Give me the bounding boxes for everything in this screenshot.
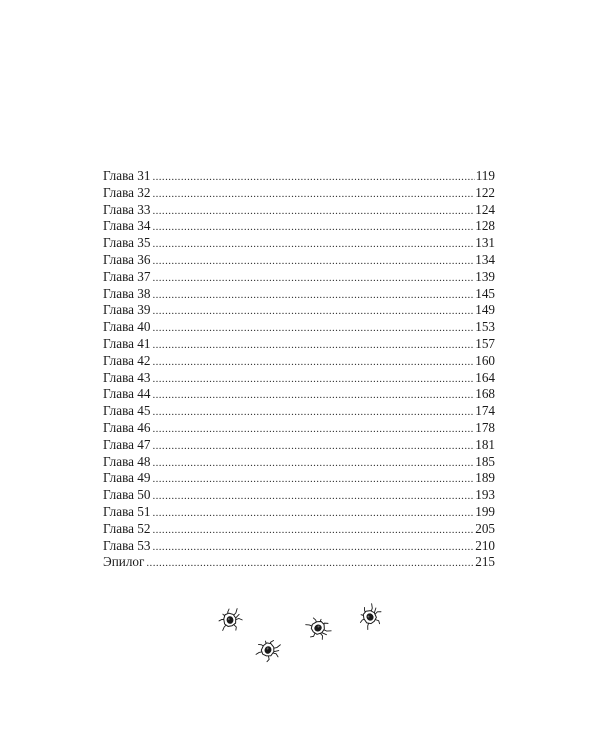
toc-entry[interactable] [103,504,495,521]
dot-leader [152,320,474,337]
toc-entry[interactable] [103,521,495,538]
toc-entry-page: 145 [475,285,495,301]
dot-leader [152,421,474,438]
toc-entry-page: 210 [475,537,495,553]
dot-leader [152,438,474,455]
toc-entry-page: 199 [475,503,495,519]
toc-entry-title: Глава 36 [103,251,151,267]
toc-entry-page: 215 [475,554,495,570]
toc-entry-page: 122 [475,184,495,200]
dot-leader [152,203,474,220]
toc-entry-title: Глава 52 [103,520,151,536]
toc-entry-page: 128 [475,218,495,234]
toc-entry-page: 168 [475,386,495,402]
toc-entry-page: 124 [475,201,495,217]
toc-entry[interactable] [103,168,495,185]
toc-entry-title: Глава 49 [103,470,151,486]
toc-entry-title: Глава 45 [103,403,151,419]
bullet-hole-icon [217,607,243,633]
toc-entry-title: Глава 43 [103,369,151,385]
dot-leader [146,555,474,572]
toc-entry[interactable] [103,554,495,571]
toc-entry-page: 185 [475,453,495,469]
toc-entry[interactable] [103,269,495,286]
toc-entry[interactable] [103,538,495,555]
dot-leader [152,539,474,556]
dot-leader [152,287,474,304]
dot-leader [152,471,474,488]
dot-leader [152,219,474,236]
toc-entry[interactable] [103,185,495,202]
table-of-contents [103,168,495,571]
dot-leader [152,253,474,270]
toc-entry[interactable] [103,286,495,303]
toc-entry-page: 134 [475,251,495,267]
toc-entry-title: Глава 38 [103,285,151,301]
toc-entry-page: 149 [475,302,495,318]
dot-leader [152,455,474,472]
dot-leader [152,169,474,186]
toc-entry-title: Глава 47 [103,436,151,452]
bullet-hole-icon [253,635,283,665]
toc-entry-page: 153 [475,319,495,335]
dot-leader [152,354,474,371]
dot-leader [152,404,474,421]
toc-entry[interactable] [103,202,495,219]
dot-leader [152,371,474,388]
toc-entry-title: Глава 53 [103,537,151,553]
bullet-hole-icon [355,601,386,632]
toc-entry[interactable] [103,336,495,353]
dot-leader [152,488,474,505]
toc-entry[interactable] [103,487,495,504]
toc-entry-title: Глава 46 [103,419,151,435]
toc-entry-title: Глава 37 [103,268,151,284]
toc-entry[interactable] [103,218,495,235]
dot-leader [152,270,474,287]
toc-entry[interactable] [103,252,495,269]
toc-entry-page: 189 [475,470,495,486]
toc-entry-title: Глава 50 [103,487,151,503]
toc-entry-page: 178 [475,419,495,435]
dot-leader [152,186,474,203]
toc-entry-title: Глава 42 [103,352,151,368]
dot-leader [152,505,474,522]
toc-entry-page: 131 [475,235,495,251]
toc-entry-page: 174 [475,403,495,419]
toc-entry-title: Глава 44 [103,386,151,402]
toc-entry-title: Глава 51 [103,503,151,519]
dot-leader [152,337,474,354]
toc-entry-title: Эпилог [103,554,145,570]
toc-entry[interactable] [103,235,495,252]
toc-entry-title: Глава 32 [103,184,151,200]
dot-leader [152,522,474,539]
toc-entry-title: Глава 48 [103,453,151,469]
toc-entry-page: 119 [475,168,495,183]
toc-entry-page: 193 [475,487,495,503]
dot-leader [152,303,474,320]
toc-entry[interactable] [103,420,495,437]
toc-entry-page: 160 [475,352,495,368]
toc-entry[interactable] [103,437,495,454]
toc-entry-page: 205 [475,520,495,536]
dot-leader [152,236,474,253]
toc-entry[interactable] [103,370,495,387]
toc-entry[interactable] [103,353,495,370]
toc-entry-title: Глава 33 [103,201,151,217]
toc-entry-title: Глава 31 [103,168,151,183]
toc-entry[interactable] [103,386,495,403]
toc-entry-page: 164 [475,369,495,385]
toc-entry[interactable] [103,403,495,420]
toc-entry[interactable] [103,454,495,471]
toc-entry[interactable] [103,302,495,319]
toc-entry[interactable] [103,319,495,336]
toc-entry-title: Глава 35 [103,235,151,251]
toc-entry-title: Глава 34 [103,218,151,234]
toc-entry-page: 139 [475,268,495,284]
dot-leader [152,387,474,404]
toc-entry-title: Глава 41 [103,335,151,351]
bullet-hole-icon [303,613,334,644]
toc-entry-page: 157 [475,335,495,351]
toc-entry[interactable] [103,470,495,487]
toc-entry-title: Глава 40 [103,319,151,335]
toc-entry-title: Глава 39 [103,302,151,318]
toc-entry-page: 181 [475,436,495,452]
